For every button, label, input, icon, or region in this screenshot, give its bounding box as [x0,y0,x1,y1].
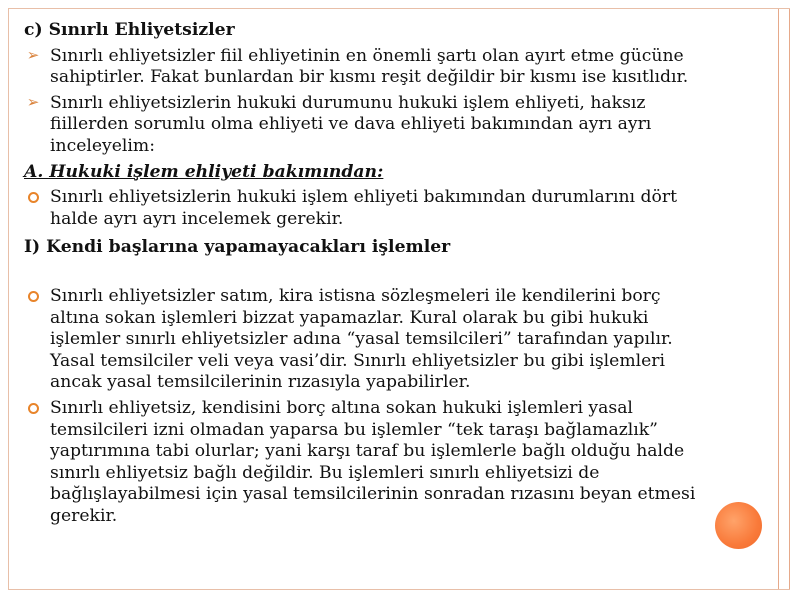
bullet-line: Sınırlı ehliyetsiz, kendisini borç altına sokan hukuki işlemleri yasal [50,397,633,418]
bullet-line: Sınırlı ehliyetsizler satım, kira istisna sözleşmeleri ile kendilerini borç [50,285,661,306]
arrow-bullet-2 [24,93,776,158]
bullet-line: altına sokan işlemleri bizzat yapamazlar. Kural olarak bu gibi hukuki [50,307,649,328]
ring-bullet-icon [26,398,40,419]
section-heading-a: A. Hukuki işlem ehliyeti bakımından: [24,161,384,182]
bullet-line: inceleyelim: [50,135,155,156]
arrow-bullet-icon: ➢ [26,46,40,65]
arrow-bullet-icon: ➢ [26,93,40,112]
ring-bullet-1 [24,286,776,394]
bullet-line: halde ayrı ayrı incelemek gerekir. [50,208,344,229]
bullet-line: temsilcileri izni olmadan yaparsa bu işlemler “tek taraşı bağlamazlık” [50,419,658,440]
bullet-line: Sınırlı ehliyetsizlerin hukuki işlem ehliyeti bakımından durumlarını dört [50,187,677,208]
bullet-line: sahiptirler. Fakat bunlardan bir kısmı reşit değildir bir kısmı ise kısıtlıdır. [50,67,689,88]
arrow-bullet-1 [24,46,776,89]
bullet-line: Yasal temsilciler veli veya vasi’dir. Sınırlı ehliyetsizler bu gibi işlemleri [50,350,665,371]
bullet-line: Sınırlı ehliyetsizlerin hukuki durumunu hukuki işlem ehliyeti, haksız [50,92,646,113]
ring-bullet-icon [26,286,40,307]
ring-bullet-2 [24,398,776,528]
bullet-line: gerekir. [50,505,118,526]
bullet-line: yaptırımına tabi olurlar; yani karşı taraf bu işlemlerle bağlı olduğu halde [50,441,685,462]
ring-bullet-a [24,187,776,230]
bullet-line: Sınırlı ehliyetsizler fiil ehliyetinin en önemli şartı olan ayırt etme gücüne [50,45,684,66]
slide-content [24,20,776,527]
slide-number-circle [715,502,762,549]
section-heading-i: I) Kendi başlarına yapamayacakları işlemler [24,237,451,258]
bullet-line: ancak yasal temsilcilerinin rızasıyla yapabilirler. [50,372,471,393]
ring-bullet-icon [26,187,40,208]
bullet-line: işlemler sınırlı ehliyetsizler adına “yasal temsilcileri” tarafından yapılır. [50,329,673,350]
bullet-line: bağlışlayabilmesi için yasal temsilcilerinin sonradan rızasını beyan etmesi [50,484,696,505]
decorative-stripe [778,9,790,589]
slide-title: c) Sınırlı Ehliyetsizler [24,20,235,40]
bullet-line: sınırlı ehliyetsiz bağlı değildir. Bu işlemleri sınırlı ehliyetsizi de [50,462,600,483]
bullet-line: fiillerden sorumlu olma ehliyeti ve dava ehliyeti bakımından ayrı ayrı [50,114,652,135]
